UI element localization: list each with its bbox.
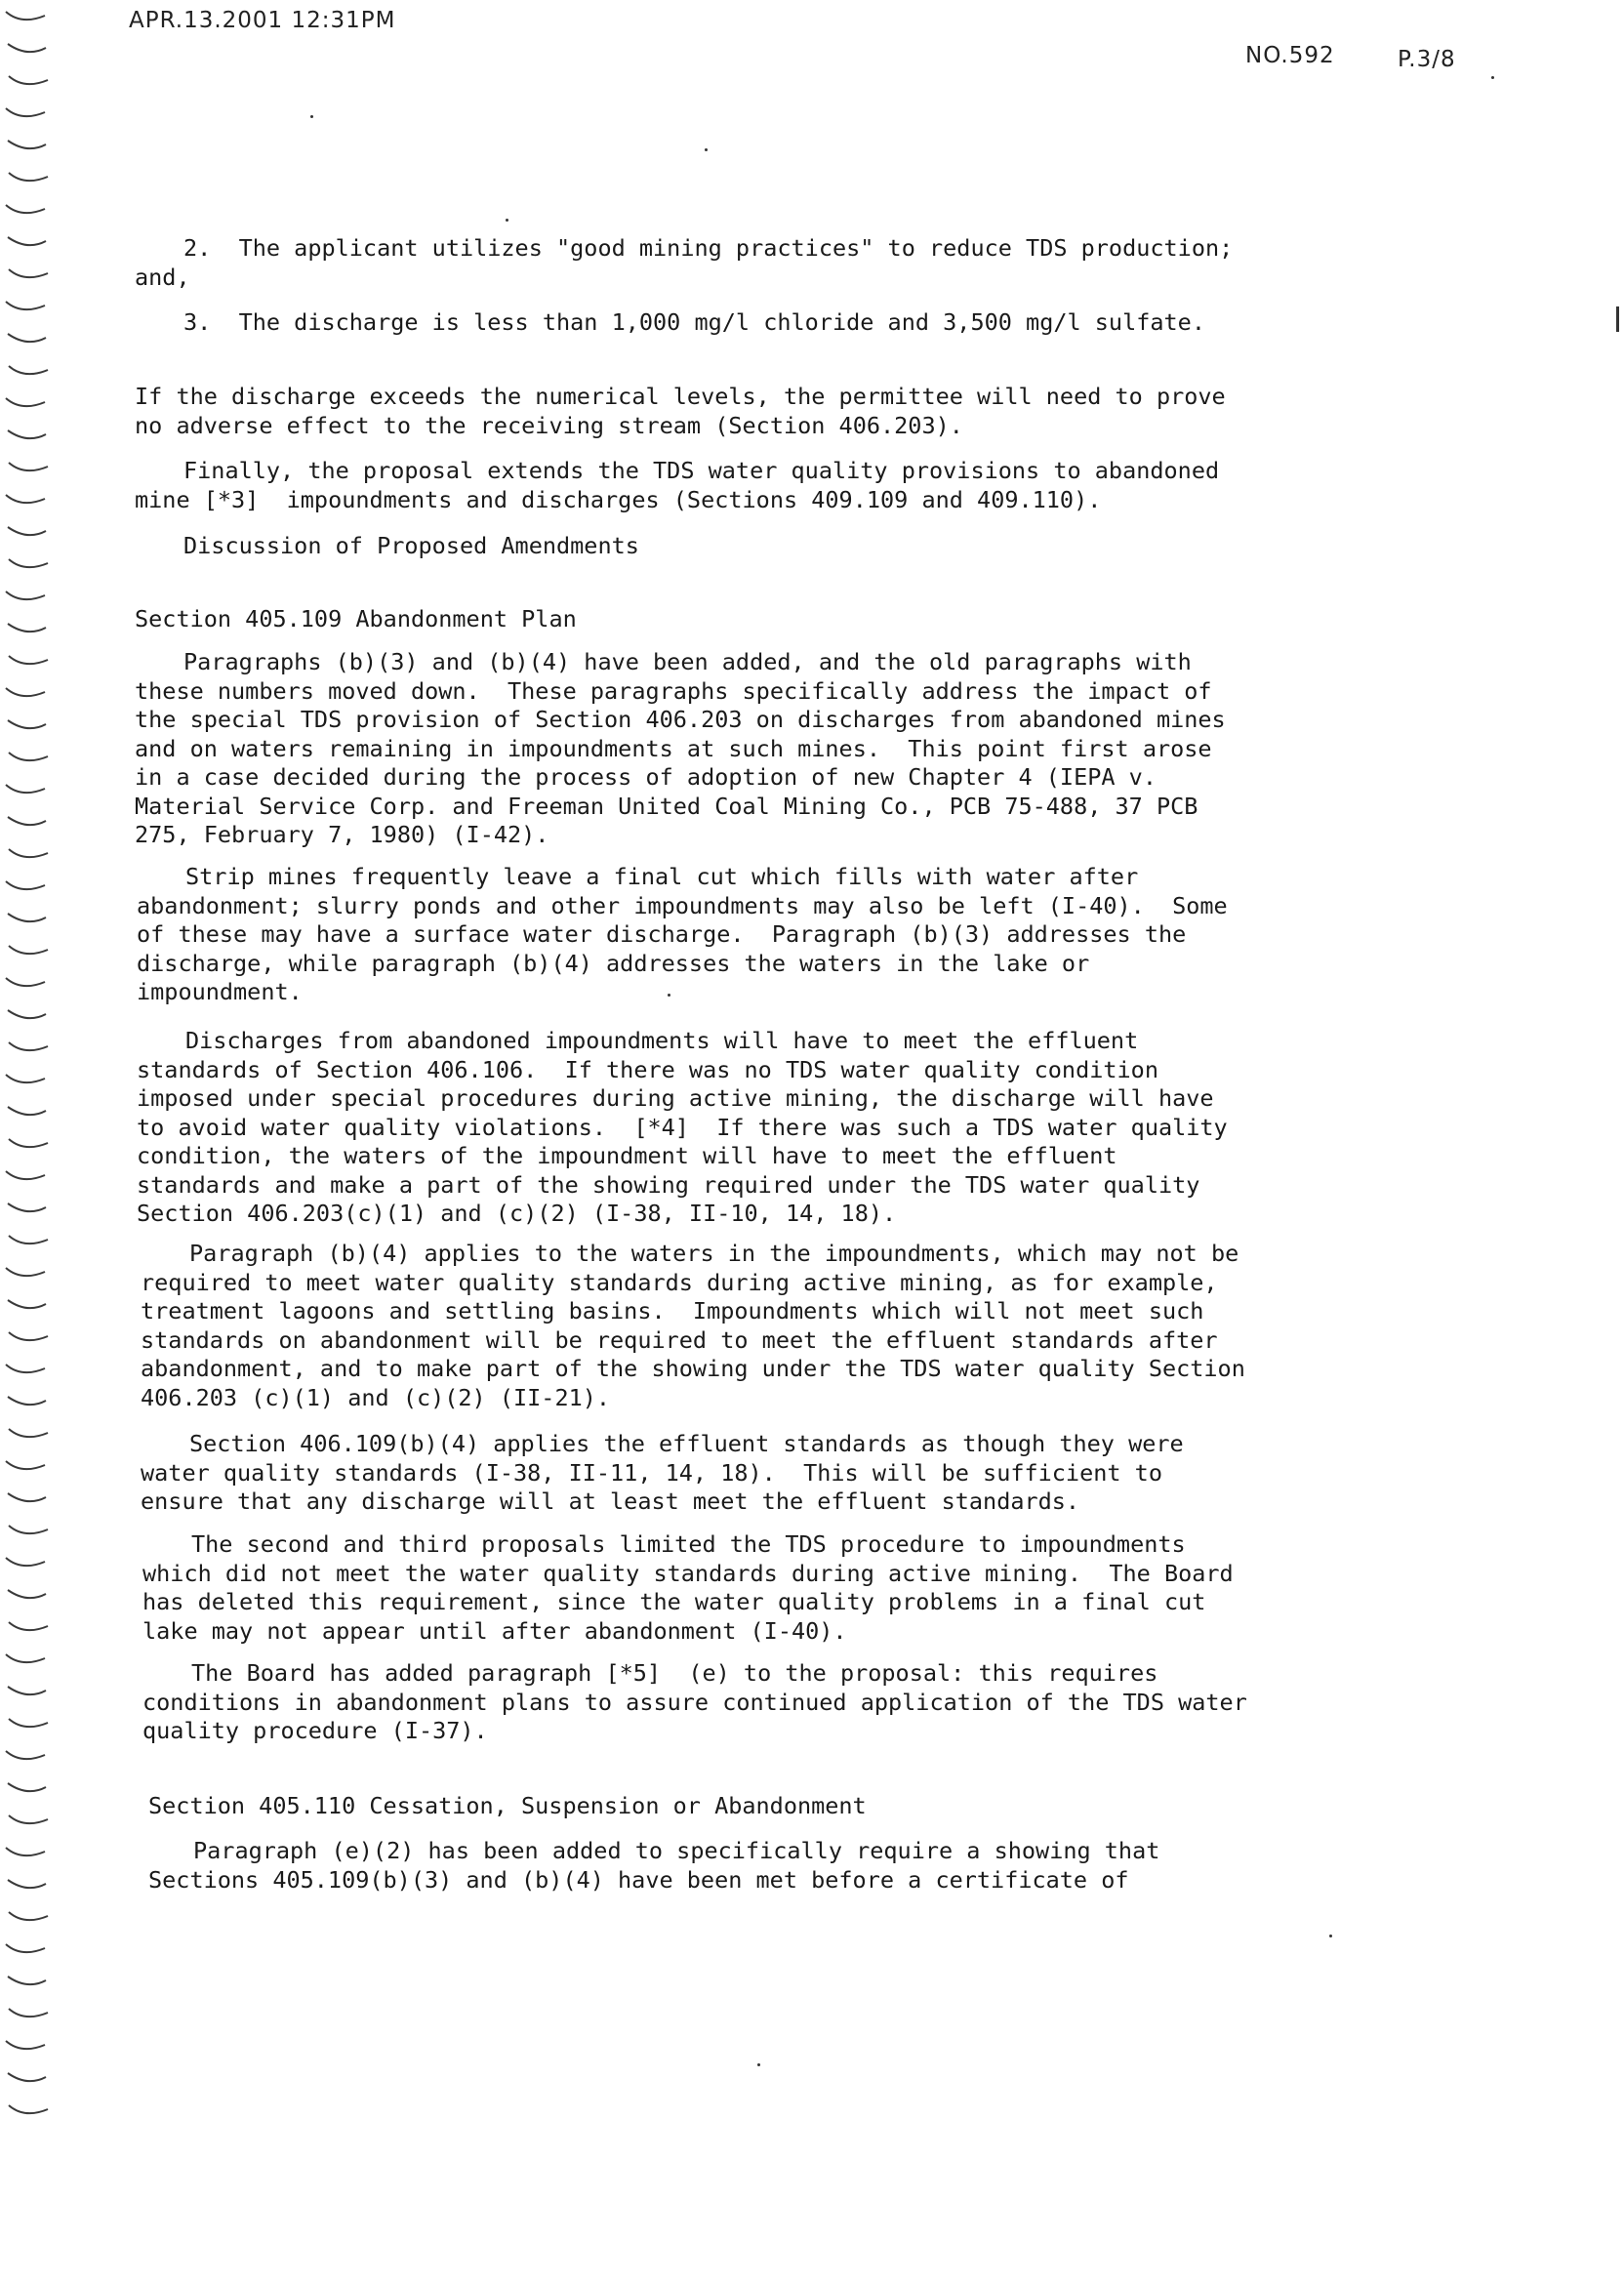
edge-tick bbox=[8, 1976, 46, 1984]
edge-tick bbox=[8, 141, 46, 148]
text-line: Finally, the proposal extends the TDS water quality provisions to abandoned bbox=[183, 457, 1220, 484]
edge-tick bbox=[8, 914, 46, 921]
edge-tick bbox=[8, 527, 46, 535]
edge-tick bbox=[6, 108, 45, 116]
text-line: and, bbox=[135, 263, 190, 291]
scan-speck bbox=[757, 2063, 760, 2066]
text-line: ensure that any discharge will at least meet the effluent standards. bbox=[141, 1487, 1080, 1515]
paragraph-405-109-7 bbox=[142, 1659, 1624, 1746]
text-line: 275, February 7, 1980) (I-42). bbox=[135, 821, 549, 848]
edge-tick bbox=[9, 559, 48, 567]
scan-speck bbox=[310, 115, 313, 118]
paragraph-405-109-1 bbox=[135, 648, 1624, 850]
edge-tick bbox=[9, 2009, 48, 2017]
edge-tick bbox=[6, 12, 45, 20]
scan-speck bbox=[1329, 1935, 1332, 1937]
edge-tick bbox=[8, 720, 46, 728]
text-line: If the discharge exceeds the numerical levels, the permittee will need to prove bbox=[135, 383, 1226, 410]
text-line: in a case decided during the process of adoption of new Chapter 4 (IEPA v. bbox=[135, 763, 1157, 791]
edge-tick bbox=[8, 817, 46, 825]
text-line: the special TDS provision of Section 406.203 on discharges from abandoned mines bbox=[135, 706, 1226, 733]
edge-tick bbox=[8, 237, 46, 245]
paragraph-405-109-3 bbox=[137, 1027, 1624, 1229]
text-line: no adverse effect to the receiving stream (Section 406.203). bbox=[135, 411, 963, 439]
text-line: 2. The applicant utilizes "good mining practices" to reduce TDS production; bbox=[183, 234, 1234, 262]
edge-tick bbox=[9, 1429, 48, 1437]
edge-tick bbox=[9, 1719, 48, 1727]
edge-tick bbox=[6, 978, 45, 986]
edge-tick bbox=[8, 2073, 46, 2081]
edge-tick bbox=[9, 1042, 48, 1050]
edge-tick bbox=[6, 1944, 45, 1952]
heading-section-405-109 bbox=[135, 605, 1624, 634]
edge-tick bbox=[6, 302, 45, 309]
edge-tick bbox=[8, 624, 46, 632]
edge-tick bbox=[9, 1912, 48, 1920]
edge-tick bbox=[6, 398, 45, 406]
edge-tick bbox=[8, 1300, 46, 1308]
text-line: abandonment, and to make part of the showing under the TDS water quality Section bbox=[141, 1355, 1245, 1382]
edge-tick bbox=[8, 1590, 46, 1598]
edge-tick bbox=[8, 1880, 46, 1888]
text-line: Sections 405.109(b)(3) and (b)(4) have been met before a certificate of bbox=[148, 1865, 1129, 1894]
fax-number: NO.592 bbox=[1245, 43, 1335, 68]
scan-speck bbox=[705, 148, 708, 151]
edge-tick bbox=[6, 591, 45, 599]
text-line: has deleted this requirement, since the water quality problems in a final cut bbox=[142, 1588, 1206, 1615]
text-line: which did not meet the water quality standards during active mining. The Board bbox=[142, 1559, 1234, 1587]
text-line: standards of Section 406.106. If there was no TDS water quality condition bbox=[137, 1055, 1158, 1083]
edge-tick bbox=[6, 1654, 45, 1662]
text-line: of these may have a surface water discharge. Paragraph (b)(3) addresses the bbox=[137, 920, 1187, 948]
text-line: Paragraph (b)(4) applies to the waters in the impoundments, which may not be bbox=[189, 1240, 1239, 1267]
text-line: standards on abandonment will be required to meet the effluent standards after bbox=[141, 1325, 1218, 1354]
paragraph-405-110-1 bbox=[148, 1837, 1624, 1895]
scan-speck bbox=[506, 219, 508, 222]
text-line: abandonment; slurry ponds and other impoundments may also be left (I-40). Some bbox=[137, 891, 1228, 919]
text-line: Discussion of Proposed Amendments bbox=[183, 532, 639, 559]
text-line: 3. The discharge is less than 1,000 mg/l chloride and 3,500 mg/l sulfate. bbox=[183, 308, 1205, 336]
text-line: Paragraphs (b)(3) and (b)(4) have been added, and the old paragraphs with bbox=[183, 648, 1192, 675]
edge-tick bbox=[6, 1365, 45, 1372]
text-line: Discharges from abandoned impoundments will have to meet the effluent bbox=[185, 1027, 1139, 1054]
edge-tick bbox=[6, 881, 45, 889]
edge-tick bbox=[6, 205, 45, 213]
text-line: water quality standards (I-38, II-11, 14, 18). This will be sufficient to bbox=[141, 1458, 1162, 1487]
text-line: Section 405.109 Abandonment Plan bbox=[135, 605, 577, 632]
edge-tick bbox=[9, 946, 48, 954]
punch-edge-marks bbox=[0, 0, 59, 2282]
paragraph-finally bbox=[135, 457, 1624, 514]
edge-tick bbox=[8, 1493, 46, 1501]
edge-tick bbox=[6, 1751, 45, 1759]
edge-tick bbox=[9, 366, 48, 374]
edge-tick bbox=[9, 76, 48, 84]
text-line: The second and third proposals limited the TDS procedure to impoundments bbox=[191, 1530, 1186, 1558]
paragraph-405-109-5 bbox=[141, 1430, 1624, 1517]
edge-tick bbox=[6, 785, 45, 793]
edge-tick bbox=[8, 334, 46, 342]
edge-tick bbox=[9, 2105, 48, 2113]
text-line: The Board has added paragraph [*5] (e) to the proposal: this requires bbox=[191, 1659, 1158, 1687]
text-line: required to meet water quality standards during active mining, as for example, bbox=[141, 1268, 1218, 1296]
edge-tick bbox=[9, 463, 48, 470]
edge-tick bbox=[9, 269, 48, 277]
text-line: discharge, while paragraph (b)(4) addresses the waters in the lake or bbox=[137, 949, 1090, 977]
edge-tick bbox=[6, 1558, 45, 1566]
text-line: standards and make a part of the showing required under the TDS water quality bbox=[137, 1170, 1200, 1199]
text-line: these numbers moved down. These paragraphs specifically address the impact of bbox=[135, 676, 1212, 705]
scan-speck bbox=[1491, 76, 1494, 79]
heading-section-405-110 bbox=[148, 1792, 1624, 1821]
text-line: impoundment. bbox=[137, 978, 303, 1005]
text-line: Strip mines frequently leave a final cut which fills with water after bbox=[185, 863, 1139, 890]
text-line: treatment lagoons and settling basins. Impoundments which will not meet such bbox=[141, 1297, 1204, 1324]
edge-tick bbox=[9, 849, 48, 857]
text-line: 406.203 (c)(1) and (c)(2) (II-21). bbox=[141, 1383, 611, 1411]
edge-tick bbox=[8, 44, 46, 52]
edge-tick bbox=[9, 1236, 48, 1243]
list-item-2 bbox=[135, 234, 1624, 292]
text-line: condition, the waters of the impoundment will have to meet the effluent bbox=[137, 1142, 1117, 1169]
edge-tick bbox=[8, 1783, 46, 1791]
fax-header-datetime: APR.13.2001 12:31PM bbox=[129, 8, 396, 33]
edge-tick bbox=[6, 2041, 45, 2049]
edge-tick bbox=[6, 1848, 45, 1855]
edge-tick bbox=[8, 1687, 46, 1694]
list-item-3 bbox=[183, 308, 1624, 338]
edge-tick bbox=[8, 1397, 46, 1405]
edge-tick bbox=[9, 1526, 48, 1533]
edge-tick bbox=[8, 430, 46, 438]
text-line: Section 406.109(b)(4) applies the effluent standards as though they were bbox=[189, 1430, 1184, 1457]
edge-tick bbox=[8, 1107, 46, 1115]
paragraph-405-109-6 bbox=[142, 1530, 1624, 1646]
edge-tick-marks bbox=[0, 0, 59, 2282]
text-line: and on waters remaining in impoundments at such mines. This point first arose bbox=[135, 734, 1212, 762]
edge-tick bbox=[6, 1461, 45, 1469]
text-line: to avoid water quality violations. [*4] If there was such a TDS water quality bbox=[137, 1113, 1228, 1141]
text-line: conditions in abandonment plans to assure continued application of the TDS water bbox=[142, 1688, 1247, 1716]
edge-tick bbox=[6, 1268, 45, 1276]
text-line: quality procedure (I-37). bbox=[142, 1717, 488, 1744]
edge-tick bbox=[9, 1139, 48, 1147]
text-line: Section 406.203(c)(1) and (c)(2) (I-38, II-10, 14, 18). bbox=[137, 1200, 897, 1227]
edge-tick bbox=[6, 495, 45, 503]
edge-tick bbox=[9, 656, 48, 664]
text-line: Paragraph (e)(2) has been added to specifically require a showing that bbox=[193, 1837, 1160, 1864]
text-line: Section 405.110 Cessation, Suspension or Abandonment bbox=[148, 1792, 867, 1819]
paragraph-405-109-4 bbox=[141, 1240, 1624, 1412]
page-number: P.3/8 bbox=[1398, 47, 1456, 72]
scan-speck bbox=[668, 994, 670, 997]
edge-tick bbox=[9, 173, 48, 181]
edge-tick bbox=[6, 1171, 45, 1179]
text-line: Material Service Corp. and Freeman United Coal Mining Co., PCB 75-488, 37 PCB bbox=[135, 792, 1198, 820]
edge-tick bbox=[8, 1010, 46, 1018]
text-line: imposed under special procedures during active mining, the discharge will have bbox=[137, 1084, 1214, 1112]
edge-tick bbox=[6, 1075, 45, 1082]
edge-tick bbox=[9, 753, 48, 760]
edge-tick bbox=[6, 688, 45, 696]
edge-tick bbox=[9, 1815, 48, 1823]
heading-discussion bbox=[183, 532, 1624, 561]
paragraph-exceeds bbox=[135, 383, 1624, 440]
edge-tick bbox=[9, 1332, 48, 1340]
text-line: lake may not appear until after abandonment (I-40). bbox=[142, 1616, 847, 1645]
paragraph-405-109-2 bbox=[137, 863, 1624, 1007]
edge-tick bbox=[9, 1622, 48, 1630]
text-line: mine [*3] impoundments and discharges (Sections 409.109 and 409.110). bbox=[135, 485, 1102, 513]
edge-tick bbox=[8, 1203, 46, 1211]
